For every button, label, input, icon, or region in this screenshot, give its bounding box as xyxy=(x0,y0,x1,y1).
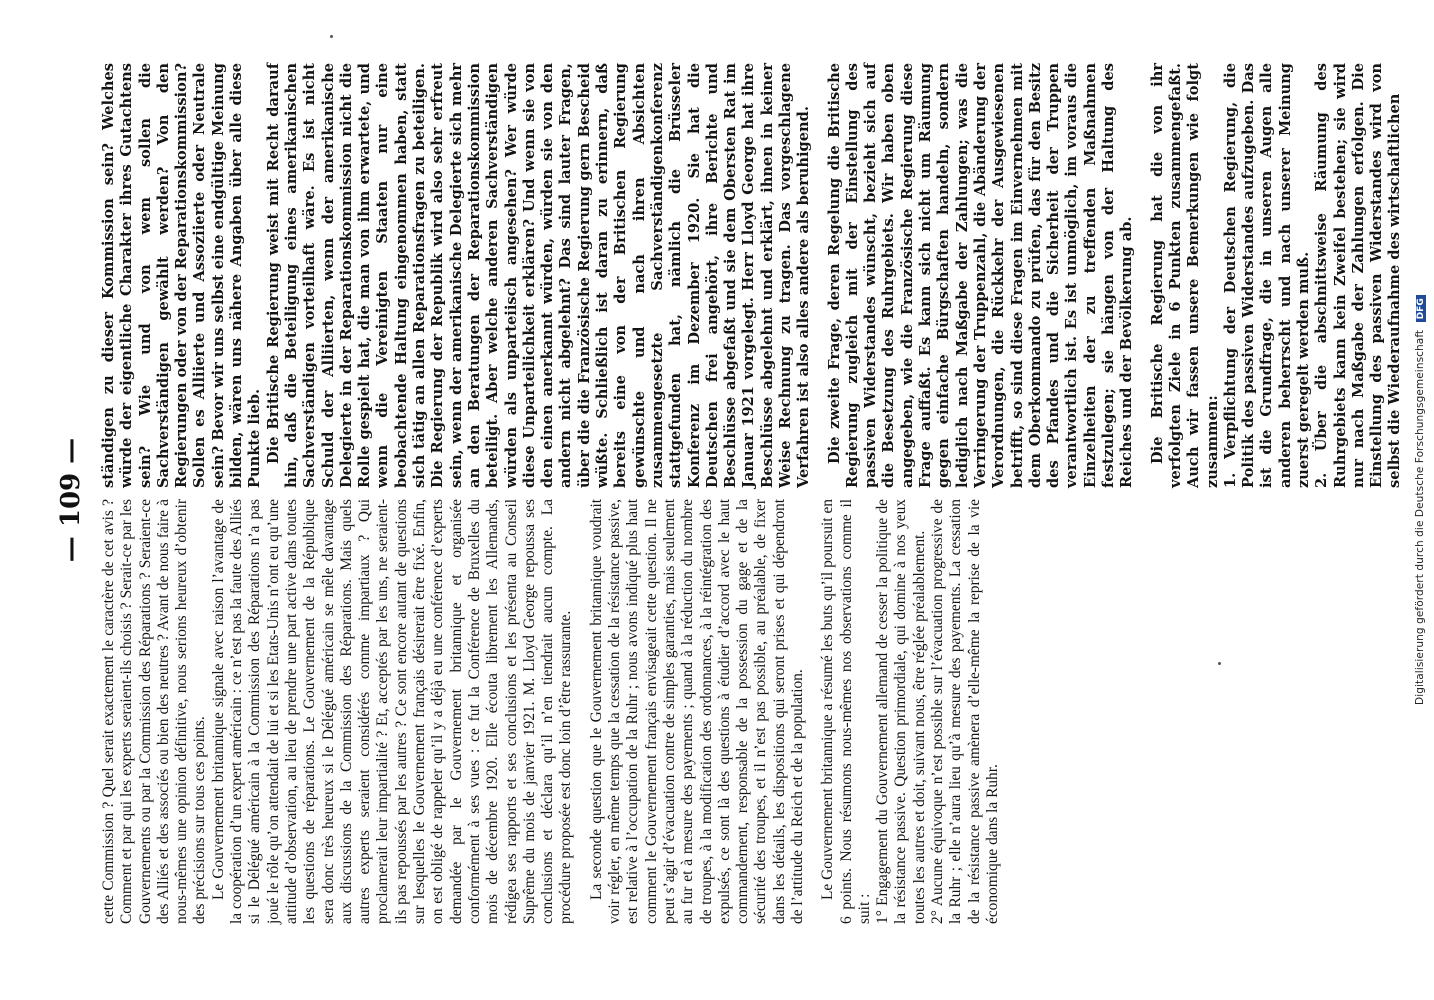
digitization-credit xyxy=(1414,0,1426,1000)
french-list-item-1: 1° Engagement du Gouvernement allemand de cesser la politique de la résistance passive. Question primordiale, qui domine à nos yeux toutes les autres et doit, suivant nous, être réglée préalablement. xyxy=(874,499,928,924)
german-list-item-1: 1. Verpflichtung der Deutschen Regierung, die Politik des passiven Widerstandes aufzugeben. Das ist die Grundfrage, die in unseren Augen alle anderen beherrscht und nach unserer Meinung zuerst geregelt werden muß. xyxy=(1221,63,1312,488)
french-column xyxy=(100,499,1001,924)
french-paragraph-2: Le Gouvernement britannique signale avec raison l’avantage de la coopération d’un expert américain : ce n’est pas la faute des Alliés si le Délégué américain à la Commission des Réparations n’a pas joué le rôle qu’on attendait de lui et si les Etats-Unis n’ont eu qu’une attitude d’observation, au lieu de prendre une part active dans toutes les questions de réparations. Le Gouvernement de la République sera donc très heureux si le Délégué américain se mêle davantage aux discussions de la Commission des Réparations. Mais quels autres experts seraient considérés comme impartiaux ? Qui proclamerait leur impartialité ? Et, acceptés par les uns, ne seraient-ils pas repoussés par les autres ? Ce sont encore autant de questions sur lesquelles le Gouvernement français désirerait être fixé. Enfin, on est obligé de rappeler qu’il y a déjà eu une conférence d’experts demandée par le Gouvernement britannique et organisée conformément à ses vues : ce fut la Conférence de Bruxelles du mois de décembre 1920. Elle écouta librement les Allemands, rédigea ses rapports et ses conclusions et les présenta au Conseil Suprême du mois de janvier 1921. M. Lloyd George repoussa ses conclusions et déclara qu’il n’en tiendrait aucun compte. La procédure proposée est donc loin d’être rassurante. xyxy=(209,499,575,924)
german-list-item-2: 2. Über die abschnittsweise Räumung des Ruhrgebiets kann kein Zweifel bestehen; sie wird nur nach Maßgabe der Zahlungen erfolgen. Die Einstellung des passiven Widerstandes wird von selbst die Wiederaufnahme des wirtschaftlichen xyxy=(1313,63,1404,488)
credit-text: Digitalisierung gefördert durch die Deutsche Forschungsgemeinschaft xyxy=(1414,329,1426,705)
scan-speck xyxy=(330,35,333,38)
german-paragraph-3: Die zweite Frage, deren Regelung die Britische Regierung zugleich mit der Einstellung des passiven Widerstandes wünscht, bezieht sich auf die Besetzung des Ruhrgebiets. Wir haben oben angegeben, wie die Französische Regierung diese Frage auffaßt. Es kann sich nicht um Räumung gegen einfache Bürgschaften handeln, sondern lediglich nach Maßgabe der Zahlungen; was die Verringerung der Truppenzahl, die Abänderung der Verordnungen, die Rückkehr der Ausgewiesenen betrifft, so sind diese Fragen im Einvernehmen mit dem Oberkommando zu prüfen, das für den Besitz des Pfandes und die Sicherheit der Truppen verantwortlich ist. Es ist unmöglich, im voraus die Einzelheiten der zu treffenden Maßnahmen festzulegen; sie hängen von der Haltung des Reiches und der Bevölkerung ab. xyxy=(825,63,1136,488)
scan-speck xyxy=(1218,662,1221,665)
page-number: — 109 — xyxy=(56,437,86,563)
german-paragraph-1: ständigen zu dieser Kommission sein? Welches würde der eigentliche Charakter ihres Gutachtens sein? Wie und von wem sollen die Sachverständigen gewählt werden? Von den Regierungen oder von der Reparationskommission? Sollen es Alliierte und Assoziierte oder Neutrale sein? Bevor wir uns selbst eine endgültige Meinung bilden, wären uns nähere Angaben über alle diese Punkte lieb. xyxy=(100,63,264,488)
german-paragraph-4: Die Britische Regierung hat die von ihr verfolgten Ziele in 6 Punkten zusammengefaßt. Auch wir fassen unsere Bemerkungen wie folgt zusammen: xyxy=(1148,63,1221,488)
french-paragraph-4: Le Gouvernement britannique a résumé les buts qu’il poursuit en 6 points. Nous résumons nous-mêmes nos observations comme il suit : xyxy=(819,499,873,924)
french-paragraph-1: cette Commission ? Quel serait exactement le caractère de cet avis ? Comment et par qui les experts seraient-ils choisis ? Serait-ce par les Gouvernements ou par la Commission des Réparations ? Seraient-ce des Alliés et des associés ou bien des neutres ? Avant de nous faire à nous-mêmes une opinion définitive, nous serions heureux d’obtenir des précisions sur tous ces points. xyxy=(100,499,209,924)
german-paragraph-2: Die Britische Regierung weist mit Recht darauf hin, daß die Beteiligung eines amerikanischen Sachverständigen vorteilhaft wäre. Es ist nicht Schuld der Alliierten, wenn der amerikanische Delegierte in der Reparationskommission nicht die Rolle gespielt hat, die man von ihm erwartete, und wenn die Vereinigten Staaten nur eine beobachtende Haltung eingenommen haben, statt sich tätig an allen Reparationsfragen zu beteiligen. Die Regierung der Republik wird also sehr erfreut sein, wenn der amerikanische Delegierte sich mehr an den Beratungen der Reparationskommission beteiligt. Aber welche anderen Sachverständigen würden als unparteiisch angesehen? Wer würde diese Unparteilichkeit erklären? Und wenn sie von den einen anerkannt würden, würden sie von den andern nicht abgelehnt? Das sind lauter Fragen, über die die Französische Regierung gern Bescheid wüßte. Schließlich ist daran zu erinnern, daß bereits eine von der Britischen Regierung gewünschte und nach ihren Absichten zusammengesetzte Sachverständigenkonferenz stattgefunden hat, nämlich die Brüsseler Konferenz im Dezember 1920. Sie hat die Deutschen frei angehört, ihre Berichte und Beschlüsse abgefaßt und sie dem Obersten Rat im Januar 1921 vorgelegt. Herr Lloyd George hat ihre Beschlüsse abgelehnt und erklärt, ihnen in keiner Weise Rechnung zu tragen. Das vorgeschlagene Verfahren ist also alles andere als beruhigend. xyxy=(264,63,813,488)
dfg-logo: DFG xyxy=(1416,295,1426,322)
french-list-item-2: 2° Aucune équivoque n’est possible sur l’évacuation progressive de la Ruhr ; elle n’aura lieu qu’à mesure des payements. La cessation de la résistance passive amènera d’elle-même la reprise de la vie économique dans la Ruhr. xyxy=(929,499,1001,924)
french-paragraph-3: La seconde question que le Gouvernement britannique voudrait voir régler, en même temps que la cessation de la résistance passive, est relative à l’occupation de la Ruhr ; nous avons indiqué plus haut comment le Gouvernement français envisageait cette question. Il ne peut s’agir d’évacuation contre de simples garanties, mais seulement au fur et à mesure des payements ; quand à la réduction du nombre de troupes, à la modification des ordonnances, à la réintégration des expulsés, ce sont là des questions à étudier d’accord avec le haut commandement, responsable de la possession du gage et de la sécurité des troupes, et il n’est pas possible, au préalable, de fixer dans les détails, les dispositions qui seront prises et qui dépendront de l’attitude du Reich et de la population. xyxy=(587,499,806,924)
german-column xyxy=(100,63,1404,488)
